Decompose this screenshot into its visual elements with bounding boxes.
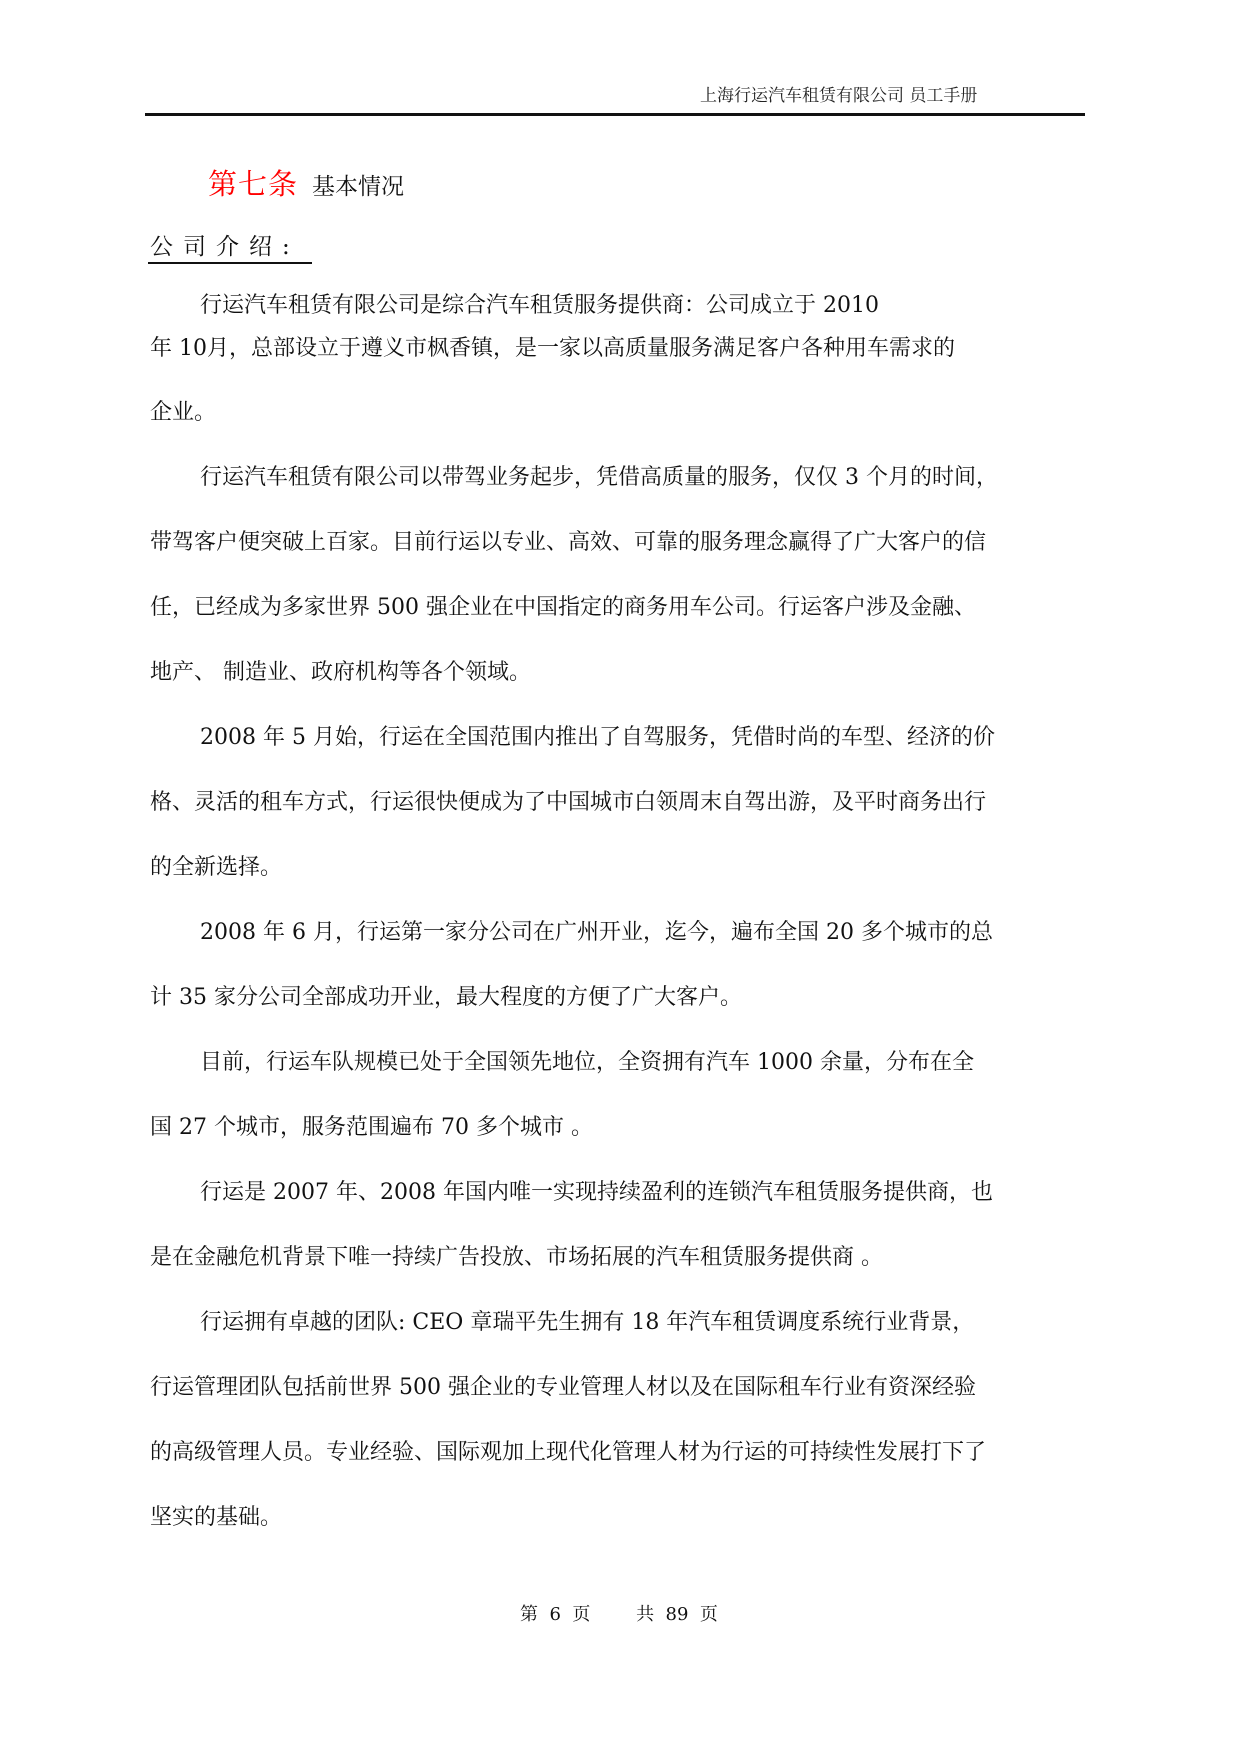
text-line: 行运拥有卓越的团队: CEO 章瑞平先生拥有 18 年汽车租赁调度系统行业背景， xyxy=(200,1310,975,1335)
text-line: 行运是 2007 年、2008 年国内唯一实现持续盈利的连锁汽车租赁服务提供商，也 xyxy=(200,1180,993,1205)
text-line: 计 35 家分公司全部成功开业，最大程度的方便了广大客户。 xyxy=(150,985,742,1010)
text-line: 行运汽车租赁有限公司是综合汽车租赁服务提供商：公司成立于 2010 xyxy=(200,293,879,318)
text-line: 任，已经成为多家世界 500 强企业在中国指定的商务用车公司。行运客户涉及金融、 xyxy=(150,595,976,620)
text-line: 行运汽车租赁有限公司以带驾业务起步，凭借高质量的服务，仅仅 3 个月的时间， xyxy=(200,465,998,490)
text-line: 的全新选择。 xyxy=(150,855,283,880)
section-label: 公司介绍: xyxy=(150,234,300,260)
text-line: 的高级管理人员。专业经验、国际观加上现代化管理人材为行运的可持续性发展打下了 xyxy=(150,1440,987,1465)
article-number: 第七条 xyxy=(208,167,299,201)
text-line: 目前，行运车队规模已处于全国领先地位，全资拥有汽车 1000 余量，分布在全 xyxy=(200,1050,974,1075)
text-line: 坚实的基础。 xyxy=(150,1505,283,1530)
text-line: 带驾客户便突破上百家。目前行运以专业、高效、可靠的服务理念赢得了广大客户的信 xyxy=(150,530,987,555)
header-title: 上海行运汽车租赁有限公司 员工手册 xyxy=(700,86,978,106)
text-line: 格、灵活的租车方式，行运很快便成为了中国城市白领周末自驾出游，及平时商务出行 xyxy=(150,790,987,815)
text-line: 是在金融危机背景下唯一持续广告投放、市场拓展的汽车租赁服务提供商 。 xyxy=(150,1245,883,1270)
text-line: 2008 年 6 月，行运第一家分公司在广州开业，迄今，遍布全国 20 多个城市的总 xyxy=(200,920,993,945)
article-name: 基本情况 xyxy=(312,174,405,200)
header-divider xyxy=(145,113,1085,116)
text-line: 行运管理团队包括前世界 500 强企业的专业管理人材以及在国际租车行业有资深经验 xyxy=(150,1375,976,1400)
page-footer: 第 6 页 共 89 页 xyxy=(520,1604,718,1625)
text-line: 国 27 个城市，服务范围遍布 70 多个城市 。 xyxy=(150,1115,593,1140)
text-line: 地产、 制造业、政府机构等各个领域。 xyxy=(150,660,531,685)
section-underline xyxy=(148,262,312,264)
article-heading xyxy=(208,162,404,203)
text-line: 2008 年 5 月始，行运在全国范围内推出了自驾服务，凭借时尚的车型、经济的价 xyxy=(200,725,995,750)
text-line: 年 10月，总部设立于遵义市枫香镇，是一家以高质量服务满足客户各种用车需求的 xyxy=(150,336,955,361)
text-line: 企业。 xyxy=(150,400,217,425)
